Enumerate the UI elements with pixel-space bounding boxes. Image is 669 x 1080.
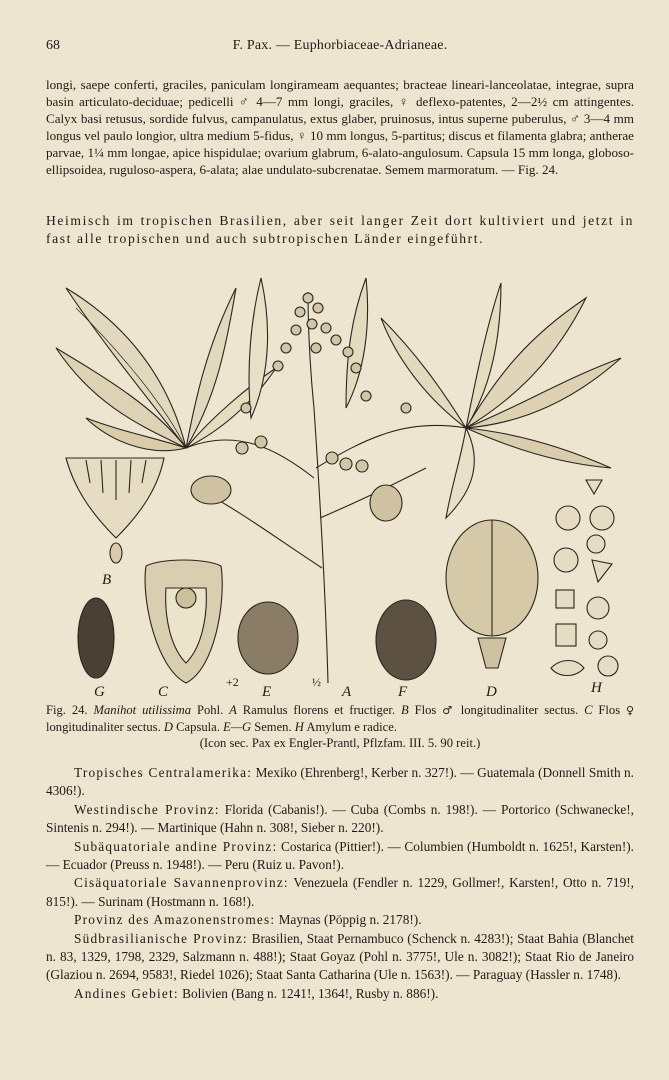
region-name: Provinz des Amazonenstromes: — [74, 912, 276, 928]
capsule-right — [370, 485, 402, 521]
leaf-upper-left — [56, 288, 276, 451]
caption-text-a: Ramulus florens et fructiger. — [242, 703, 396, 717]
distribution-entry — [46, 838, 634, 875]
caption-letter-a: A — [229, 703, 237, 717]
male-symbol: ♂ — [442, 704, 455, 717]
page-header — [46, 38, 634, 60]
figure-24 — [46, 268, 634, 698]
region-name: Subäquatoriale andine Provinz: — [74, 838, 278, 854]
caption-text-h: Amylum e radice. — [306, 720, 397, 734]
seed-g — [78, 598, 114, 678]
caption-text-eg: Semen. — [254, 720, 292, 734]
region-name: Südbrasilianische Provinz: — [74, 930, 248, 946]
figure-label-c: C — [158, 684, 169, 698]
caption-author: Pohl. — [196, 703, 224, 717]
distribution-entry — [46, 930, 634, 985]
caption-text-b-post: longitudinaliter sectus. — [460, 703, 579, 717]
region-name: Westindische Provinz: — [74, 801, 220, 817]
distribution-list — [46, 764, 634, 1003]
figure-label-h: H — [591, 680, 602, 696]
caption-letter-h: H — [294, 720, 304, 734]
caption-letters-eg: E—G — [223, 720, 252, 734]
figure-label-e: E — [262, 684, 272, 698]
latin-description: longi, saepe conferti, graciles, paniculam longirameam aequantes; bracteae lineari-lanceolatae, integrae, supra basin articulato-deciduae; pedicelli ♂ 4—7 mm longi, graciles, ♀ deflexo-patentes, 2—2½ cm attingentes. Calyx basi retusus, sordide fulvus, campanulatus, extus glaber, pruinosus, intus superne puberulus, ♂ 3—4 mm longus vel paulo longior, ultra medium 5-fidus, ♀ 10 mm longus, 5-partitus; discus et filamenta glabra; antherae parvae, 1¼ mm longae, apice hispidulae; ovarium glabrum, 6-alato-angulosum. Capsula 15 mm longa, globoso-ellipsoidea, ruguloso-aspera, 6-alata; alae undulato-subcrenatae. Semem marmoratum. — Fig. 24. — [46, 77, 634, 177]
caption-text-c-post: longitudinaliter sectus. — [46, 720, 161, 734]
region-name: Cisäquatoriale Savannenprovinz: — [74, 875, 289, 891]
caption-text-c-pre: Flos — [598, 703, 621, 717]
figure-label-d: D — [486, 684, 497, 698]
figure-label-a: A — [342, 684, 352, 698]
figure-label-plus2: +2 — [226, 675, 239, 689]
figure-label-f: F — [398, 684, 408, 698]
branch-right — [316, 425, 466, 468]
capsule-left — [191, 476, 231, 504]
distribution-entry — [46, 911, 634, 929]
page-number: 68 — [46, 38, 60, 53]
seed-e — [238, 602, 298, 674]
figure-label-half: ½ — [312, 675, 321, 689]
caption-letter-c: C — [584, 703, 593, 717]
region-name: Tropisches Centralamerika: — [74, 765, 253, 780]
starch-grains — [551, 480, 618, 676]
region-localities: Costarica (Pittier!). — Columbien (Humboldt n. 1625!, Karsten!). — Ecuador (Preuss n. 1948!). — Peru (Ruiz u. Pavon!). — [46, 838, 635, 873]
female-symbol: ♀ — [626, 704, 635, 717]
distribution-entry — [46, 874, 634, 911]
distribution-entry — [46, 985, 634, 1003]
caption-letter-d: D — [163, 720, 173, 734]
distribution-entry — [46, 764, 634, 801]
native-range-paragraph: Heimisch im tropischen Brasilien, aber seit langer Zeit dort kultiviert und jetzt in fast alle tropischen und auch subtropischen Länder eingeführt. — [46, 213, 634, 246]
caption-letter-b: B — [400, 703, 409, 717]
figure-caption — [46, 702, 634, 751]
running-title: F. Pax. — Euphorbiaceae-Adrianeae. — [232, 38, 448, 53]
region-localities: Mexiko (Ehrenberg!, Kerber n. 327!). — Guatemala (Donnell Smith n. 4306!). — [46, 765, 634, 799]
figure-label-g: G — [94, 684, 105, 698]
botanical-illustration — [46, 268, 634, 698]
region-localities: Florida (Cabanis!). — Cuba (Combs n. 198!). — Portorico (Schwanecke!, Sintenis n. 294!). — Martinique (Hahn n. 308!, Sieber n. 220!). — [46, 801, 635, 836]
figure-label-b: B — [102, 572, 112, 588]
region-localities: Bolivien (Bang n. 1241!, 1364!, Rusby n. 886!). — [182, 985, 439, 1001]
capsule-d — [446, 520, 538, 668]
seed-f — [376, 600, 436, 680]
caption-source: (Icon sec. Pax ex Engler-Prantl, Pflzfam. III. 5. 90 reit.) — [199, 736, 481, 750]
distribution-entry — [46, 801, 634, 838]
caption-text-d: Capsula. — [176, 720, 220, 734]
region-localities: Brasilien, Staat Pernambuco (Schenck n. 4283!); Staat Bahia (Blanchet n. 83, 1329, 1798, 2329, Salzmann n. 488!); Staat Goyaz (Pohl n. 3775!, Ule n. 3082!); Staat Rio de Janeiro (Glaziou n. 2694, 9583!, Riedel 1026); Staat Santa Catharina (Ule n. 1563!). — Paraguay (Hassler n. 1748). — [46, 930, 635, 983]
flower-female-section — [145, 560, 222, 683]
branch-left — [186, 440, 314, 478]
region-localities: Maynas (Pöppig n. 2178!). — [278, 912, 422, 928]
flower-male-section — [66, 458, 164, 563]
region-name: Andines Gebiet: — [74, 985, 179, 1001]
region-localities: Venezuela (Fendler n. 1229, Gollmer!, Karsten!, Otto n. 719!, 815!). — Surinam (Hostmann n. 168!). — [46, 875, 634, 909]
caption-species: Manihot utilissima — [93, 703, 192, 717]
leaf-upper-right — [381, 283, 621, 518]
caption-fig-number: Fig. 24. — [46, 703, 88, 717]
caption-text-b-pre: Flos — [414, 703, 437, 717]
